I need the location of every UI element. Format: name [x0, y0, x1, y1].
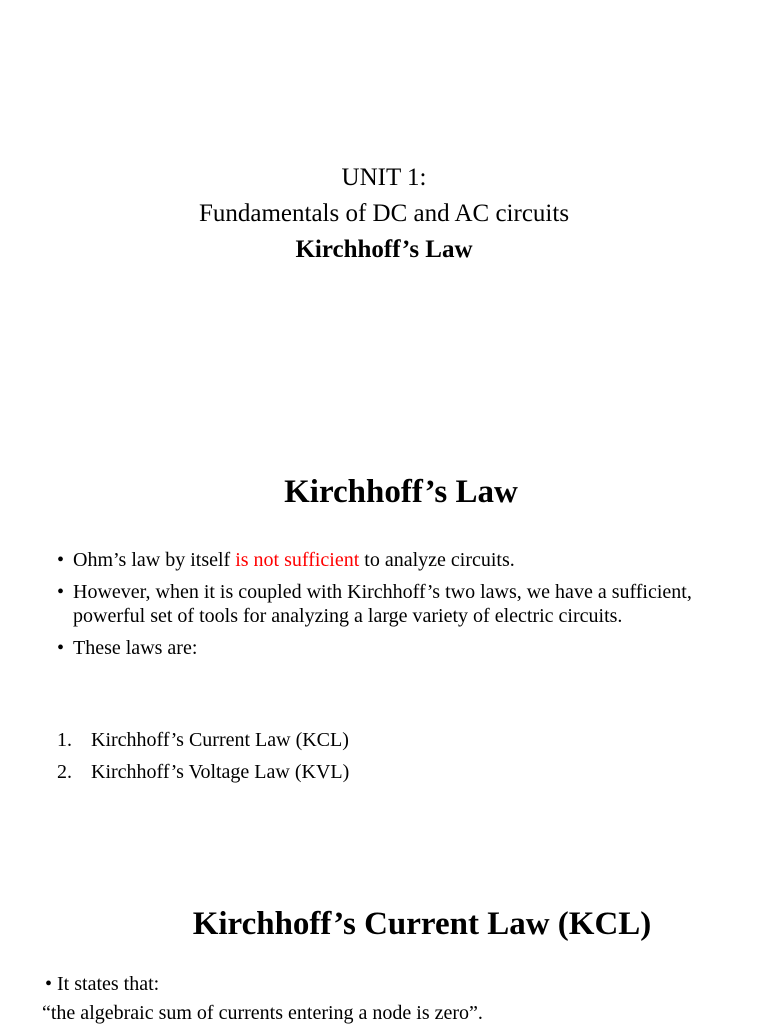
- bullet-dot: •: [57, 637, 65, 659]
- list-number: 2.: [57, 761, 72, 783]
- kcl-quote: “the algebraic sum of currents entering a node is zero”.: [42, 1002, 483, 1024]
- list-item-kcl: [57, 728, 717, 752]
- bullet-dot: •: [57, 549, 65, 571]
- unit-title-block: [0, 160, 768, 268]
- list-text: Kirchhoff’s Voltage Law (KVL): [91, 761, 350, 783]
- unit-subtitle: Fundamentals of DC and AC circuits: [198, 200, 570, 227]
- kirchhoffs-law-bullets: [57, 548, 717, 668]
- unit-number: UNIT 1:: [341, 164, 427, 191]
- kcl-bullet: [45, 970, 745, 999]
- kcl-statement: [42, 970, 745, 1024]
- unit-topic: Kirchhoff’s Law: [295, 236, 473, 263]
- bullet-text-after: to analyze circuits.: [359, 549, 515, 571]
- bullet-dot: •: [45, 973, 58, 995]
- highlight-not-sufficient: is not sufficient: [235, 549, 360, 571]
- bullet-coupled-laws: [57, 580, 717, 628]
- kcl-heading: Kirchhoff’s Current Law (KCL): [192, 906, 652, 942]
- bullet-text: These laws are:: [73, 637, 198, 659]
- bullet-text-before: Ohm’s law by itself: [73, 549, 236, 571]
- list-item-kvl: [57, 760, 717, 784]
- list-text: Kirchhoff’s Current Law (KCL): [91, 729, 349, 751]
- bullet-dot: •: [57, 581, 65, 603]
- kirchhoffs-law-heading: Kirchhoff’s Law: [284, 474, 518, 510]
- bullet-text: However, when it is coupled with Kirchhoff’s two laws, we have a sufficient, powerful set of tools for analyzing a large variety of electric circuits.: [73, 581, 692, 627]
- list-number: 1.: [57, 729, 72, 751]
- kcl-bullet-text: It states that:: [57, 973, 160, 995]
- laws-numbered-list: [57, 728, 717, 792]
- bullet-these-laws: [57, 636, 717, 660]
- bullet-ohms-law: [57, 548, 717, 572]
